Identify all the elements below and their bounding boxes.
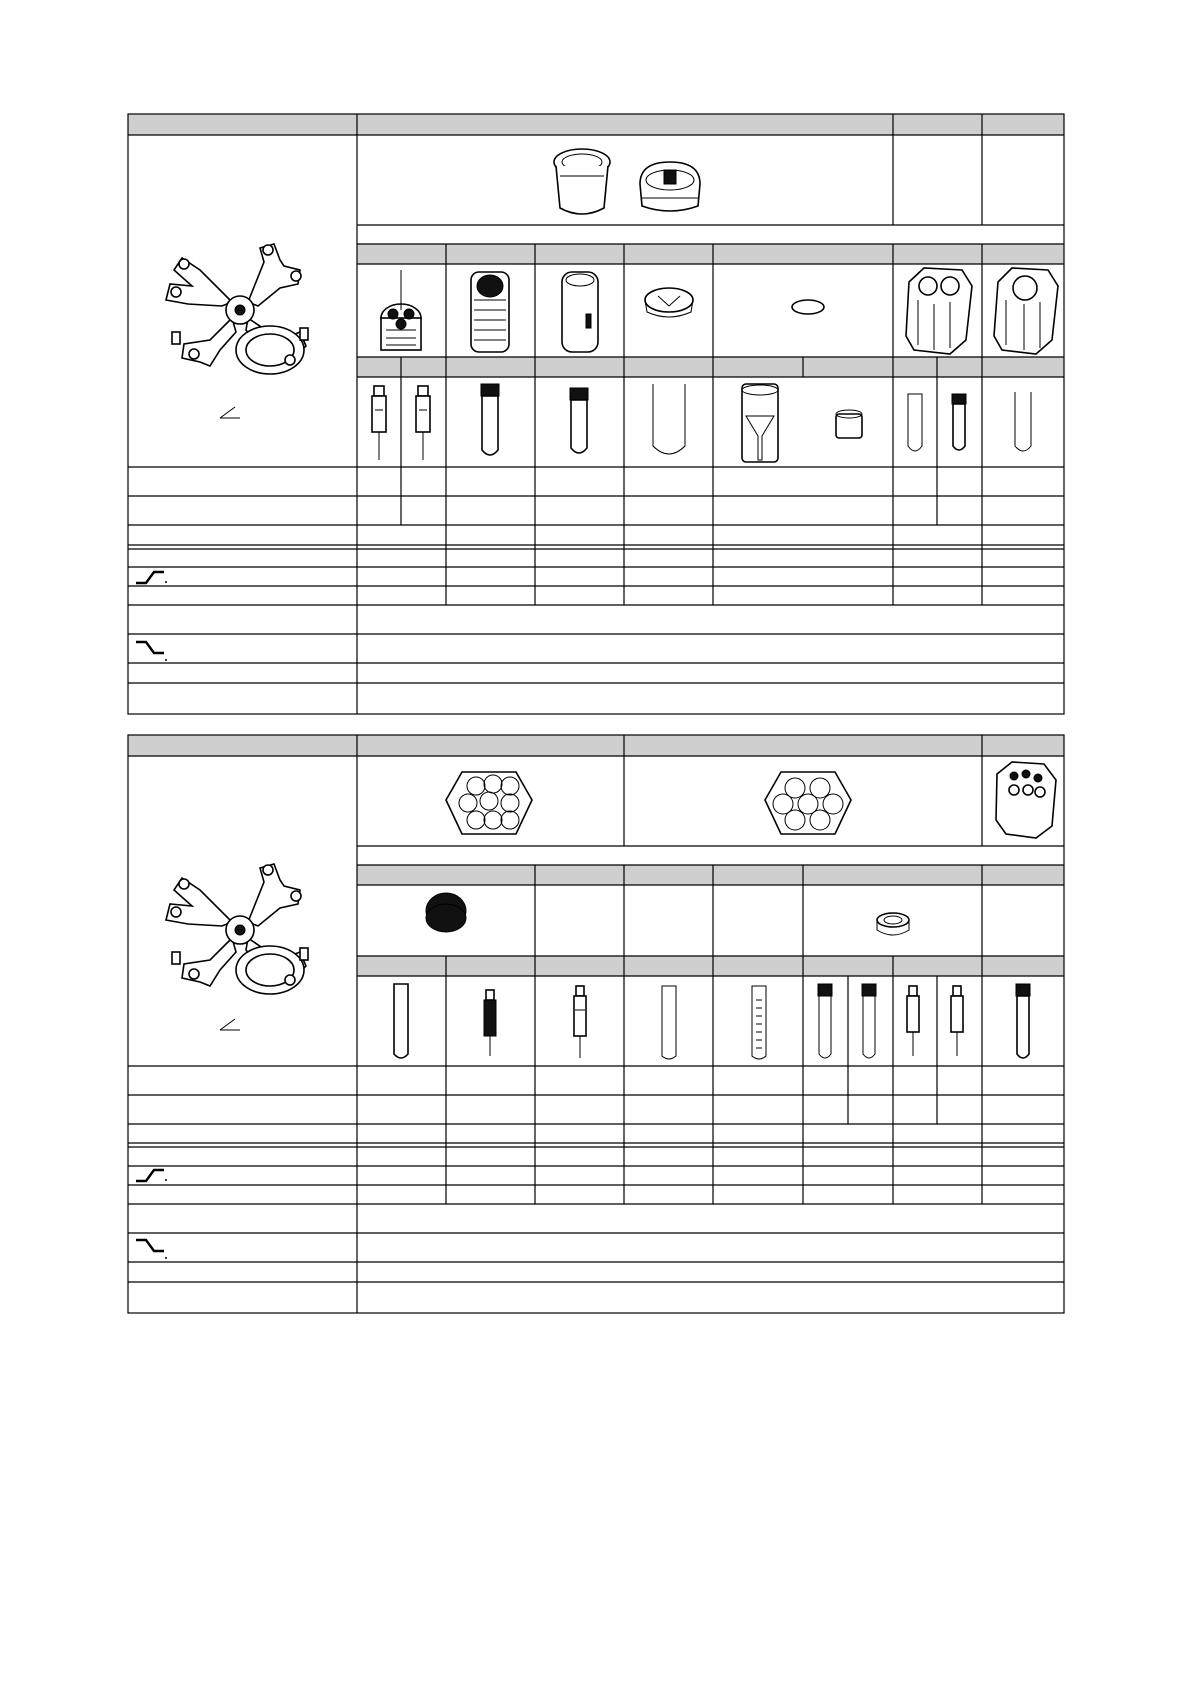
ramp-up-icon bbox=[136, 572, 167, 583]
blood-collection-tube-icon bbox=[951, 986, 963, 1056]
blood-collection-tube-icon bbox=[574, 986, 586, 1058]
graduated-tube-icon bbox=[752, 986, 766, 1059]
ring-adapter-icon bbox=[877, 913, 909, 935]
table-header-row bbox=[128, 735, 1064, 756]
angle-symbol-icon bbox=[220, 407, 240, 418]
single-place-block-icon bbox=[994, 268, 1058, 354]
conical-tube-icon bbox=[908, 394, 922, 451]
swing-out-rotor-icon bbox=[166, 244, 308, 374]
tube-adapter-icon bbox=[562, 272, 598, 352]
six-place-block-icon bbox=[996, 762, 1056, 838]
funnel-tube-icon bbox=[742, 384, 778, 462]
adapter-header-row bbox=[357, 865, 1064, 885]
accessories-table-1 bbox=[128, 114, 1064, 714]
round-bucket-icon bbox=[554, 149, 610, 214]
screw-cap-tube-icon bbox=[481, 384, 499, 455]
seven-place-carrier-icon bbox=[765, 772, 851, 834]
accessories-table-2 bbox=[128, 735, 1064, 1313]
round-tube-icon bbox=[1015, 392, 1031, 451]
ramp-down-icon bbox=[136, 642, 167, 661]
screw-cap-tube-icon bbox=[952, 394, 966, 450]
carrier-insert-icon bbox=[645, 288, 693, 317]
four-place-adapter-icon bbox=[381, 270, 421, 350]
ramp-down-icon bbox=[136, 1240, 167, 1259]
tube-header-row bbox=[357, 357, 1064, 377]
round-bottom-bottle-icon bbox=[653, 384, 685, 454]
single-place-adapter-icon bbox=[471, 272, 509, 352]
blood-collection-tube-icon bbox=[484, 990, 496, 1056]
angle-symbol-icon bbox=[220, 1019, 240, 1030]
small-cup-icon bbox=[836, 410, 862, 438]
black-cap-icon bbox=[426, 893, 466, 932]
swing-out-rotor-icon bbox=[166, 864, 308, 994]
blood-collection-tube-icon bbox=[372, 386, 386, 460]
ramp-up-icon bbox=[136, 1170, 167, 1181]
screw-cap-tube-icon bbox=[862, 984, 876, 1058]
adapter-header-row bbox=[357, 244, 1064, 264]
nine-place-carrier-icon bbox=[446, 772, 532, 834]
two-place-block-icon bbox=[906, 268, 972, 354]
flat-disc-icon bbox=[792, 300, 824, 314]
blood-collection-tube-icon bbox=[907, 986, 919, 1056]
tube-header-row bbox=[357, 956, 1064, 976]
screw-cap-tube-icon bbox=[1016, 984, 1030, 1058]
blood-collection-tube-icon bbox=[416, 386, 430, 460]
screw-cap-tube-icon bbox=[570, 388, 588, 453]
screw-cap-tube-icon bbox=[818, 984, 832, 1058]
sealing-cap-icon bbox=[640, 162, 700, 211]
long-tube-icon bbox=[394, 984, 408, 1058]
long-tube-icon bbox=[662, 986, 676, 1059]
table-border bbox=[128, 735, 1064, 1313]
table-header-row bbox=[128, 114, 1064, 135]
